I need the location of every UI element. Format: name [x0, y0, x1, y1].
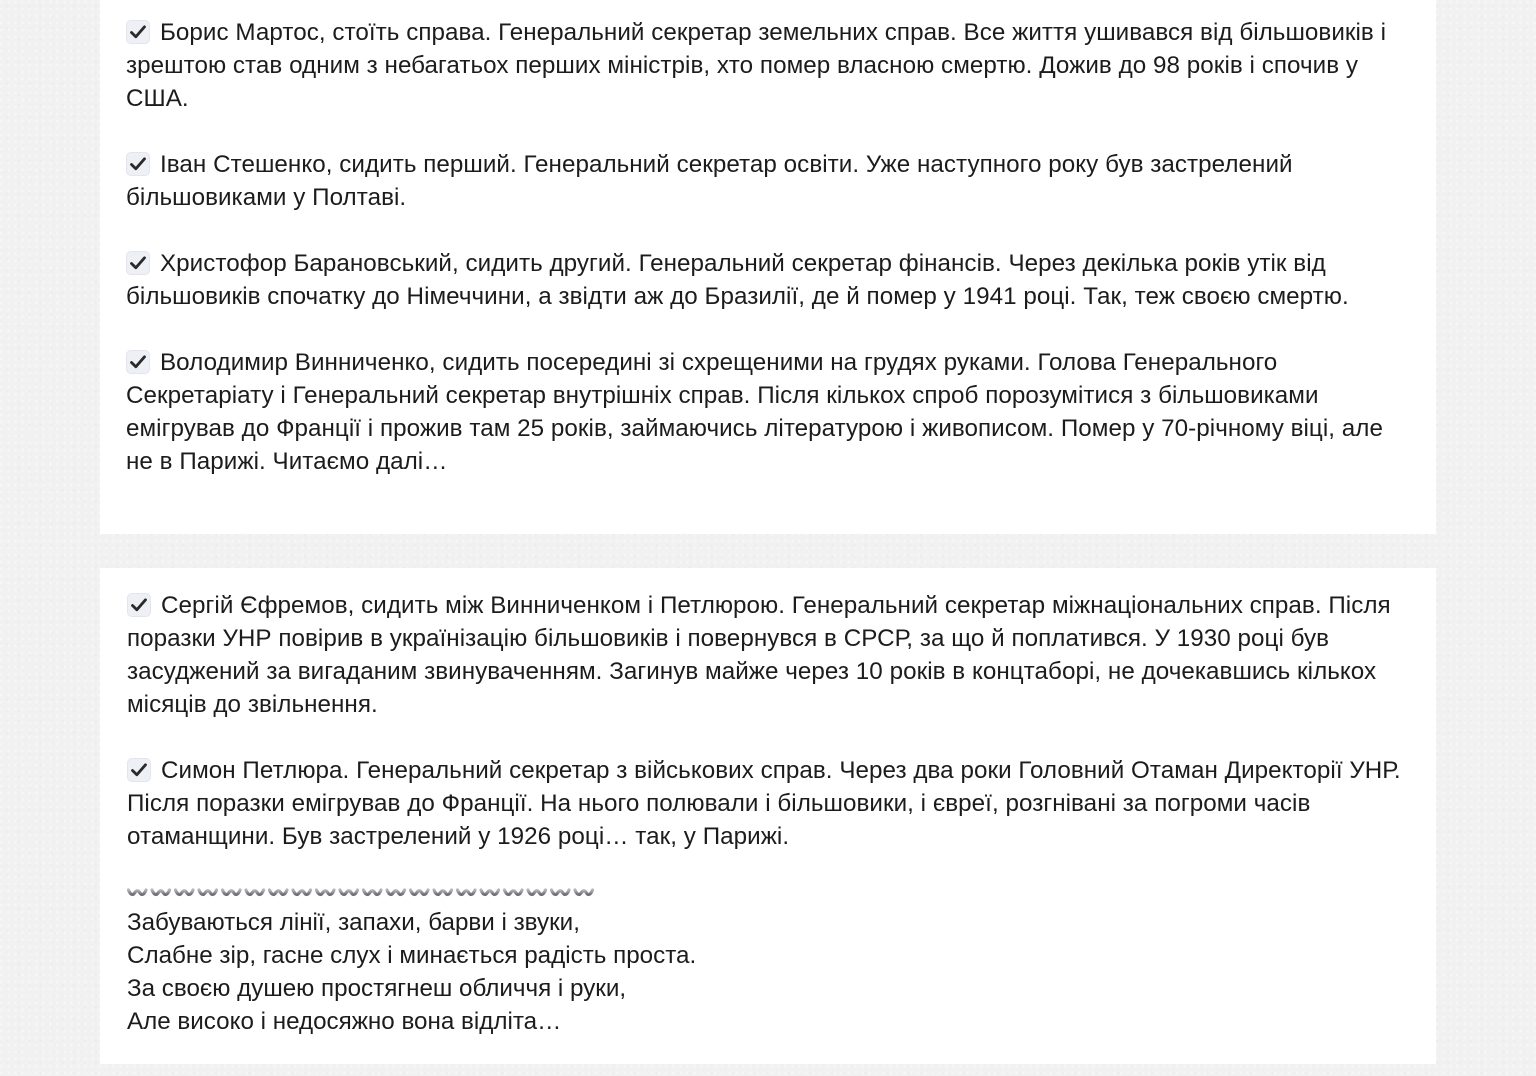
paragraph-petliura: [127, 754, 1406, 853]
paragraph-text: Сергій Єфремов, сидить між Винниченком і Петлюрою. Генеральний секретар міжнаціональних справ. Після поразки УНР повірив в українізацію більшовиків і повернувся в СРСР, за що й поплатився. У 1930 році був засуджений за вигаданим звинуваченням. Загинув майже через 10 років в концтаборі, не дочекавшись кількох місяців до звільнення.: [127, 592, 1391, 718]
paragraph-baranovsky: [126, 247, 1406, 313]
check-mark-icon: [126, 251, 150, 275]
check-mark-icon: [126, 152, 150, 176]
paragraph-text: Володимир Винниченко, сидить посередині зі схрещеними на грудях руками. Голова Генерального Секретаріату і Генеральний секретар внутрішніх справ. Після кількох спроб порозумітися з більшовиками емігрував до Франції і прожив там 25 років, займаючись літературою і живописом. Помер у 70-річному віці, але не в Парижі. Читаємо далі…: [126, 349, 1383, 475]
post-card-2-content: [127, 589, 1406, 1038]
poem: [127, 906, 1406, 1038]
paragraph-text: Симон Петлюра. Генеральний секретар з військових справ. Через два роки Головний Отаман Директорії УНР. Після поразки емігрував до Франції. На нього полювали і більшовики, і євреї, розгнівані за погроми часів отаманщини. Був застрелений у 1926 році… так, у Парижі.: [127, 757, 1401, 850]
paragraph-text: Христофор Барановський, сидить другий. Генеральний секретар фінансів. Через декілька років утік від більшовиків спочатку до Німеччини, а звідти аж до Бразилії, де й помер у 1941 році. Так, теж своєю смертю.: [126, 250, 1349, 310]
poem-line: Забуваються лінії, запахи, барви і звуки,: [127, 909, 580, 936]
post-card-1-content: [126, 16, 1406, 478]
poem-line: Слабне зір, гасне слух і минається радість проста.: [127, 942, 697, 969]
check-mark-icon: [126, 20, 150, 44]
wavy-dash-divider-icon: [127, 886, 1406, 900]
post-card-1: [100, 0, 1436, 534]
paragraph-vynnychenko: [126, 346, 1406, 478]
check-mark-icon: [127, 593, 151, 617]
poem-line: Але високо і недосяжно вона відліта…: [127, 1008, 562, 1035]
check-mark-icon: [126, 350, 150, 374]
paragraph-text: Борис Мартос, стоїть справа. Генеральний секретар земельних справ. Все життя ушивався від більшовиків і зрештою став одним з небагатьох перших міністрів, хто помер власною смертю. Дожив до 98 років і спочив у США.: [126, 19, 1387, 112]
check-mark-icon: [127, 758, 151, 782]
poem-line: За своєю душею простягнеш обличчя і руки,: [127, 975, 627, 1002]
paragraph-martos: [126, 16, 1406, 115]
post-card-2: [100, 568, 1436, 1064]
paragraph-text: Іван Стешенко, сидить перший. Генеральний секретар освіти. Уже наступного року був застрелений більшовиками у Полтаві.: [126, 151, 1293, 211]
paragraph-steshenko: [126, 148, 1406, 214]
paragraph-yefremov: [127, 589, 1406, 721]
